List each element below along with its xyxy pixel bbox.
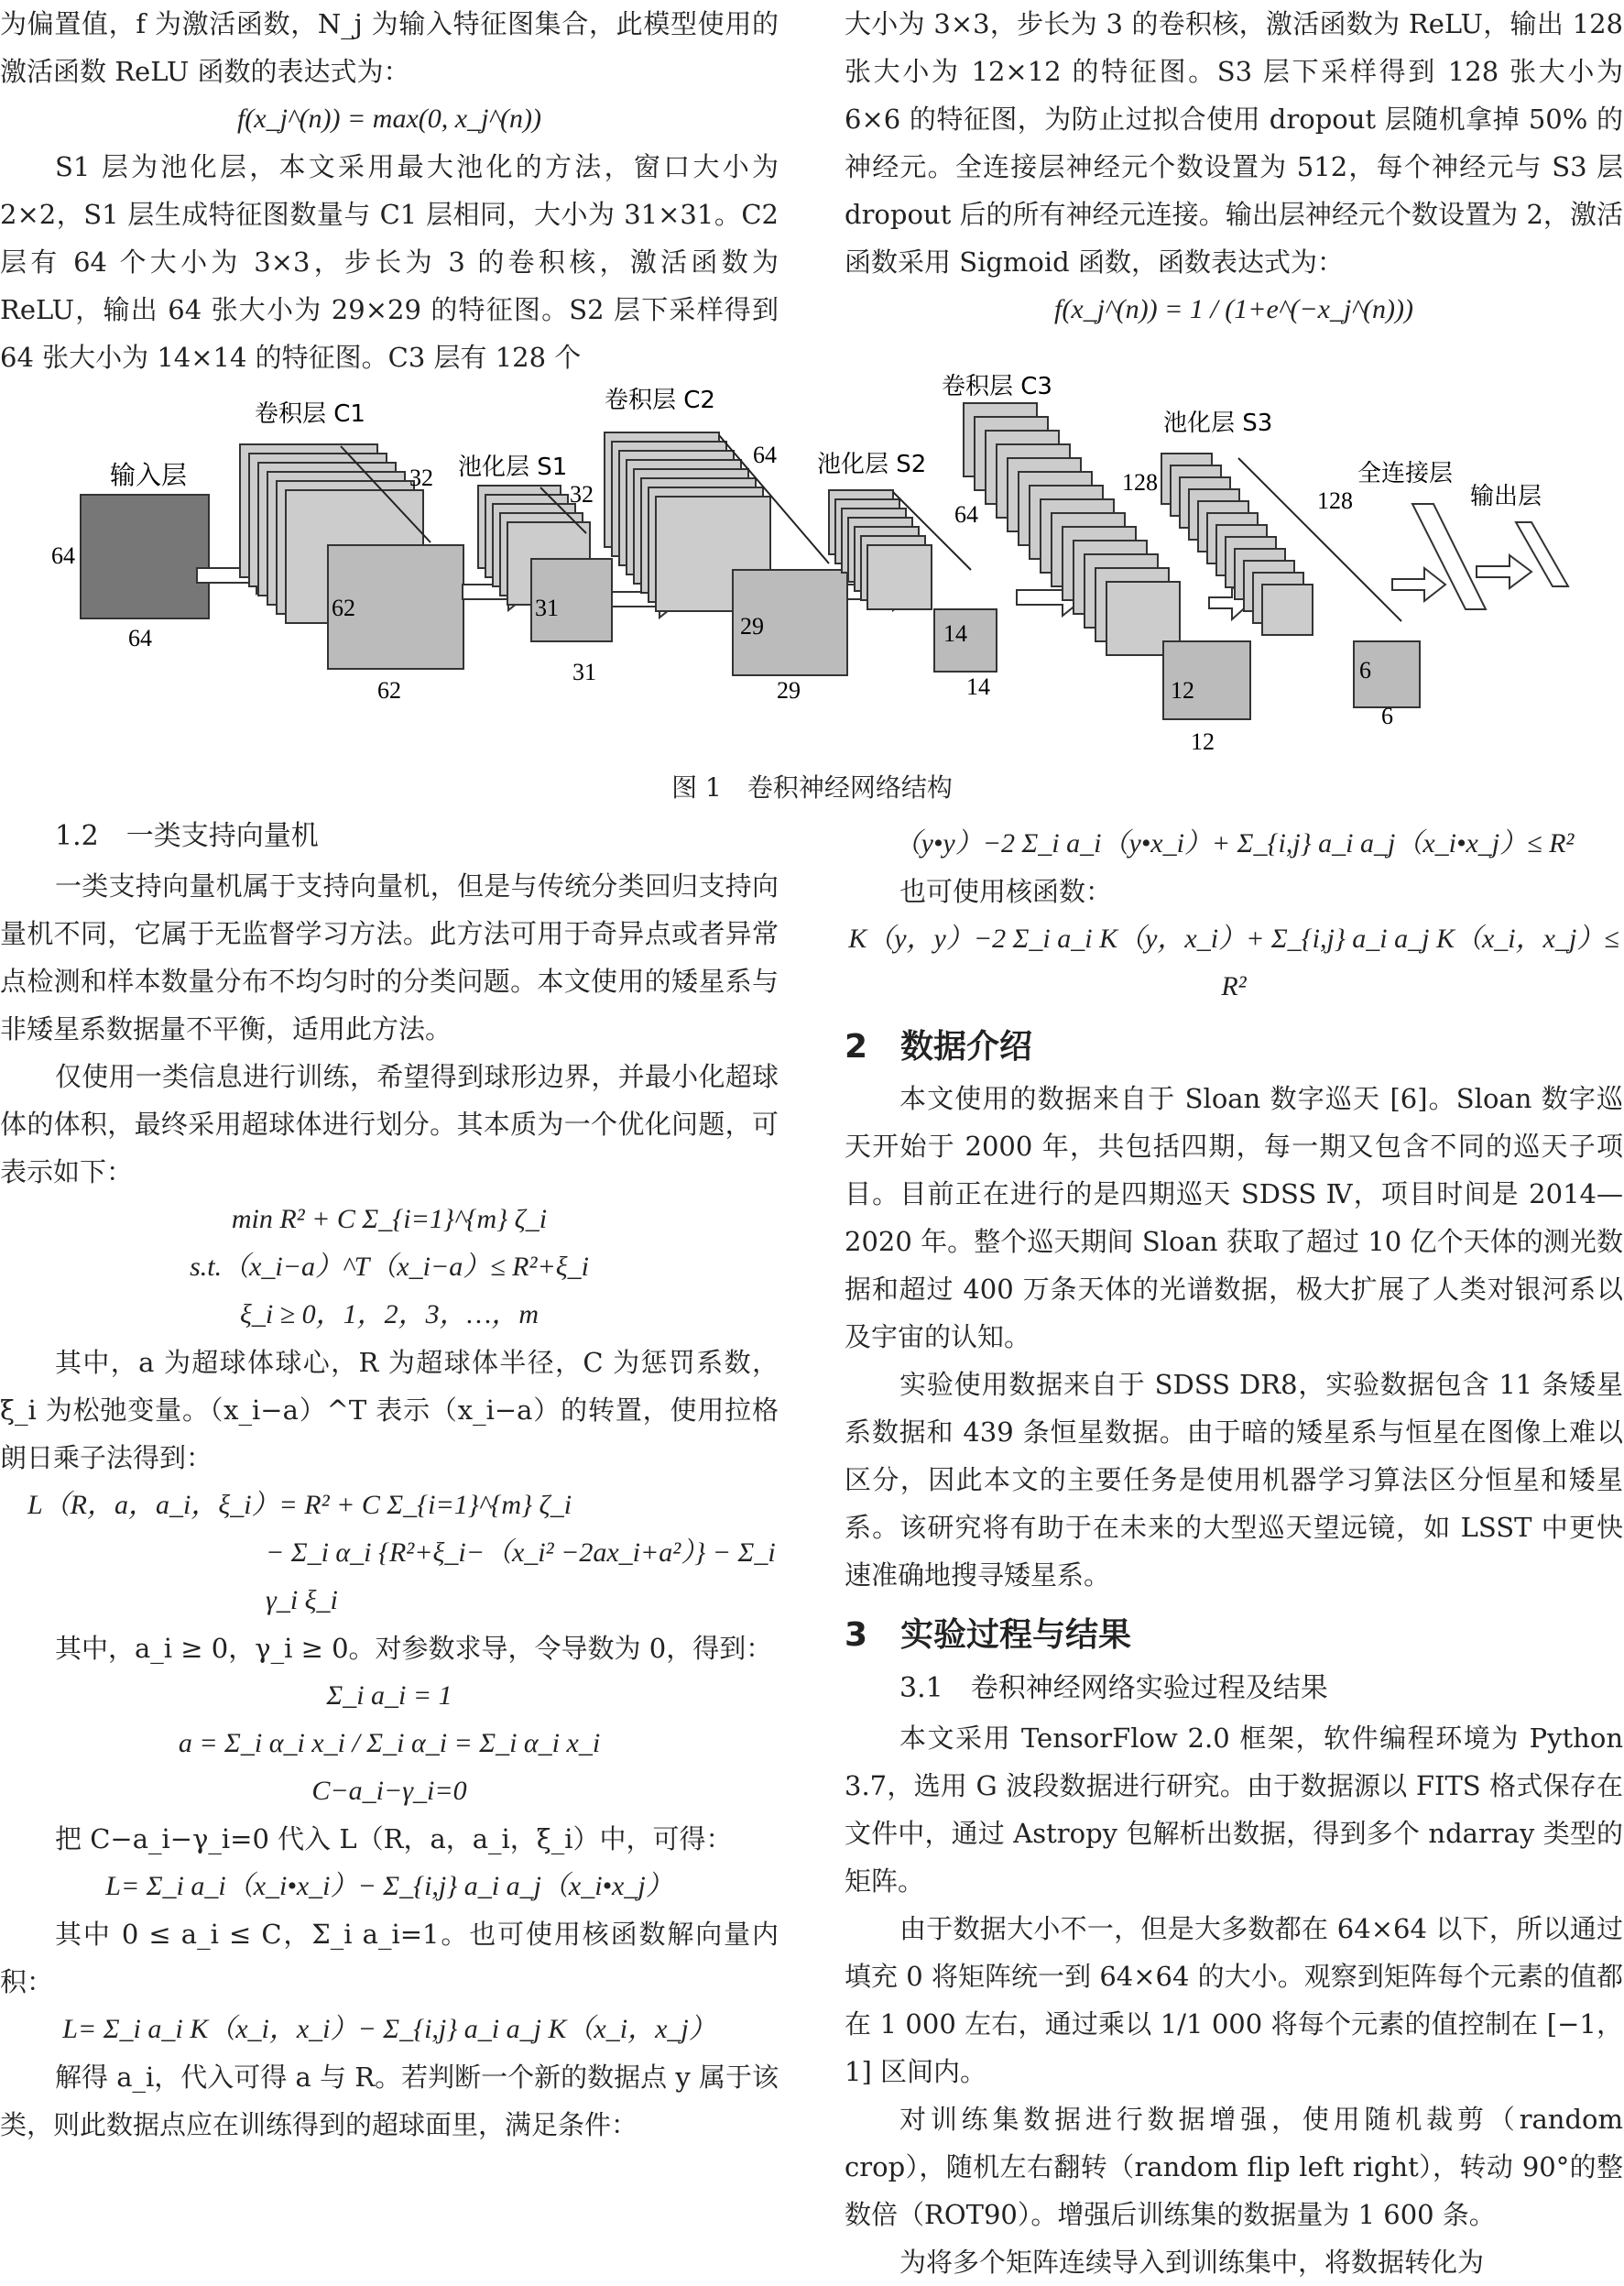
paragraph: 也可使用核函数： (899, 876, 1113, 907)
section-heading: 1.2 一类支持向量机 (55, 820, 319, 852)
equation-sigmoid: f(x_j^(n)) = 1 / (1+e^(−x_j^(n))) (1054, 294, 1413, 324)
equation: C−a_i−γ_i=0 (311, 1776, 467, 1806)
equation: （y•y）−2 Σ_i a_i（y•x_i）+ Σ_{i,j} a_i a_j（x_i•x_j）≤ R² (893, 828, 1575, 859)
equation-relu: f(x_j^(n)) = max(0, x_j^(n)) (236, 104, 542, 134)
c2-stack (605, 432, 847, 675)
layer-size: 62 (332, 595, 355, 621)
layer-size: 29 (740, 613, 764, 640)
layer-depth: 64 (753, 442, 777, 468)
cnn-diagram (0, 366, 1624, 770)
paragraph: S1 层为池化层，本文采用最大池化的方法，窗口大小为 2×2，S1 层生成特征图数量与 C1 层相同，大小为 31×31。C2 层有 64 个大小为 3×3，步长为 3 的卷积核，激活函数为 ReLU，输出 64 张大小为 29×29 的特征图。S2 层下采样得到 64 张大小为 14×14 的特征图。C3 层有 128 个 (0, 151, 779, 373)
layer-size: 14 (943, 620, 967, 647)
input-layer-block (81, 495, 209, 618)
right-bottom-column (845, 820, 1623, 2286)
arrow-icon (1392, 568, 1445, 601)
layer-size: 14 (966, 673, 990, 700)
layer-depth: 128 (1122, 469, 1158, 496)
layer-label: 全连接层 (1357, 460, 1454, 487)
layer-label: 池化层 S2 (817, 451, 927, 478)
layer-size: 6 (1359, 657, 1371, 684)
layer-depth: 32 (570, 481, 594, 508)
paragraph: 仅使用一类信息进行训练，希望得到球形边界，并最小化超球体的体积，最终采用超球体进行划分。其本质为一个优化问题，可表示如下： (0, 1061, 779, 1187)
layer-size: 12 (1191, 728, 1215, 755)
equation: − Σ_i α_i {R²+ξ_i−（x_i² −2ax_i+a²）} − Σ_i γ_i ξ_i (266, 1537, 776, 1615)
layer-label: 卷积层 C1 (255, 400, 365, 428)
paragraph: 为偏置值，f 为激活函数，N_j 为输入特征图集合，此模型使用的激活函数 ReLU 函数的表达式为： (0, 8, 779, 87)
layer-size: 64 (128, 625, 152, 651)
paragraph: 实验使用数据来自于 SDSS DR8，实验数据包含 11 条矮星系数据和 439 条恒星数据。由于暗的矮星系与恒星在图像上难以区分，因此本文的主要任务是使用机器学习算法区分恒星和矮星系。该研究将有助于在未来的大型巡天望远镜，如 LSST 中更快速准确地搜寻矮星系。 (845, 1369, 1623, 1591)
left-bottom-column (0, 811, 779, 2149)
paragraph: 解得 a_i，代入可得 a 与 R。若判断一个新的数据点 y 属于该类，则此数据点应在训练得到的超球面里，满足条件： (0, 2062, 779, 2140)
paragraph: 把 C−a_i−γ_i=0 代入 L（R，a，a_i，ξ_i）中，可得： (55, 1823, 733, 1854)
layer-size: 31 (572, 659, 596, 685)
layer-size: 6 (1381, 703, 1393, 729)
layer-depth: 32 (409, 465, 433, 491)
equation: min R² + C Σ_{i=1}^{m} ζ_i (231, 1204, 548, 1234)
section-heading: 3 实验过程与结果 (845, 1616, 1132, 1654)
paragraph: 其中，a_i ≥ 0，γ_i ≥ 0。对参数求导，令导数为 0，得到： (55, 1633, 773, 1664)
layer-size: 29 (777, 677, 801, 704)
layer-depth: 128 (1317, 487, 1353, 514)
layer-label: 卷积层 C2 (605, 387, 715, 414)
layer-size: 64 (51, 542, 75, 569)
layer-depth: 64 (954, 501, 978, 528)
paragraph: 一类支持向量机属于支持向量机，但是与传统分类回归支持向量机不同，它属于无监督学习方法。此方法可用于奇异点或者异常点检测和样本数量分布不均匀时的分类问题。本文使用的矮星系与非矮星系数据量不平衡，适用此方法。 (0, 870, 779, 1045)
figure-caption: 图 1 卷积神经网络结构 (671, 772, 953, 803)
layer-label: 池化层 S1 (458, 454, 568, 481)
layer-label: 卷积层 C3 (942, 373, 1052, 400)
equation: L（R，a，a_i，ξ_i）= R² + C Σ_{i=1}^{m} ζ_i (27, 1490, 572, 1520)
equation: K（y，y）−2 Σ_i a_i K（y，x_i）+ Σ_{i,j} a_i a_j K（x_i，x_j）≤ R² (848, 924, 1619, 1001)
paragraph: 为将多个矩阵连续导入到训练集中，将数据转化为 (899, 2247, 1485, 2278)
paragraph: 其中，a 为超球体球心，R 为超球体半径，C 为惩罚系数，ξ_i 为松弛变量。（x_i−a）^T 表示（x_i−a）的转置，使用拉格朗日乘子法得到： (0, 1347, 779, 1473)
equation: L= Σ_i a_i K（x_i，x_i）− Σ_{i,j} a_i a_j K（x_i，x_j） (62, 2014, 716, 2044)
equation: Σ_i a_i = 1 (326, 1680, 452, 1711)
layer-size: 12 (1171, 677, 1194, 704)
layer-size: 62 (377, 677, 401, 704)
layer-size: 31 (535, 595, 559, 621)
section-heading: 2 数据介绍 (845, 1028, 1033, 1066)
layer-label: 输入层 (110, 460, 188, 490)
left-top-column (0, 0, 779, 381)
paragraph: 大小为 3×3，步长为 3 的卷积核，激活函数为 ReLU，输出 128 张大小为 12×12 的特征图。S3 层下采样得到 128 张大小为 6×6 的特征图，为防止过拟合使用 dropout 层随机拿掉 50% 的神经元。全连接层神经元个数设置为 512，每个神经元与 S3 层 dropout 后的所有神经元连接。输出层神经元个数设置为 2，激活函数采用 Sigmoid 函数，函数表达式为： (845, 8, 1623, 278)
layer-label: 池化层 S3 (1163, 410, 1273, 437)
arrow-icon (1477, 555, 1531, 588)
equation: a = Σ_i α_i x_i / Σ_i α_i = Σ_i α_i x_i (178, 1728, 601, 1758)
right-top-column (845, 0, 1623, 334)
paragraph: 对训练集数据进行数据增强，使用随机裁剪（random crop），随机左右翻转（random flip left right），转动 90°的整数倍（ROT90）。增强后训练集的数据量为 1 600 条。 (845, 2104, 1623, 2230)
equation: s.t.（x_i−a）^T（x_i−a）≤ R²+ξ_i (190, 1252, 589, 1282)
paragraph: 本文使用的数据来自于 Sloan 数字巡天 [6]。Sloan 数字巡天开始于 2000 年，共包括四期，每一期又包含不同的巡天子项目。目前正在进行的是四期巡天 SDSS Ⅳ，项目时间是 2014—2020 年。整个巡天期间 Sloan 获取了超过 10 亿个天体的测光数据和超过 400 万条天体的光谱数据，极大扩展了人类对银河系以及宇宙的认知。 (845, 1083, 1623, 1352)
subsection-heading: 3.1 卷积神经网络实验过程及结果 (899, 1672, 1328, 1704)
cnn-structure-figure (0, 366, 1624, 770)
paragraph: 其中 0 ≤ a_i ≤ C，Σ_i a_i=1。也可使用核函数解向量内积： (0, 1919, 779, 1997)
paragraph: 由于数据大小不一，但是大多数都在 64×64 以下，所以通过填充 0 将矩阵统一到 64×64 的大小。观察到矩阵每个元素的值都在 1 000 左右，通过乘以 1/1 000 将每个元素的值控制在 [−1，1] 区间内。 (845, 1913, 1623, 2087)
equation: ξ_i ≥ 0，1，2，3，…，m (240, 1299, 539, 1329)
equation: L= Σ_i a_i（x_i•x_i）− Σ_{i,j} a_i a_j（x_i•x_j） (105, 1871, 673, 1901)
layer-label: 输出层 (1470, 483, 1542, 510)
paragraph: 本文采用 TensorFlow 2.0 框架，软件编程环境为 Python 3.7，选用 G 波段数据进行研究。由于数据源以 FITS 格式保存在文件中，通过 Astropy 包解析出数据，得到多个 ndarray 类型的矩阵。 (845, 1723, 1623, 1897)
